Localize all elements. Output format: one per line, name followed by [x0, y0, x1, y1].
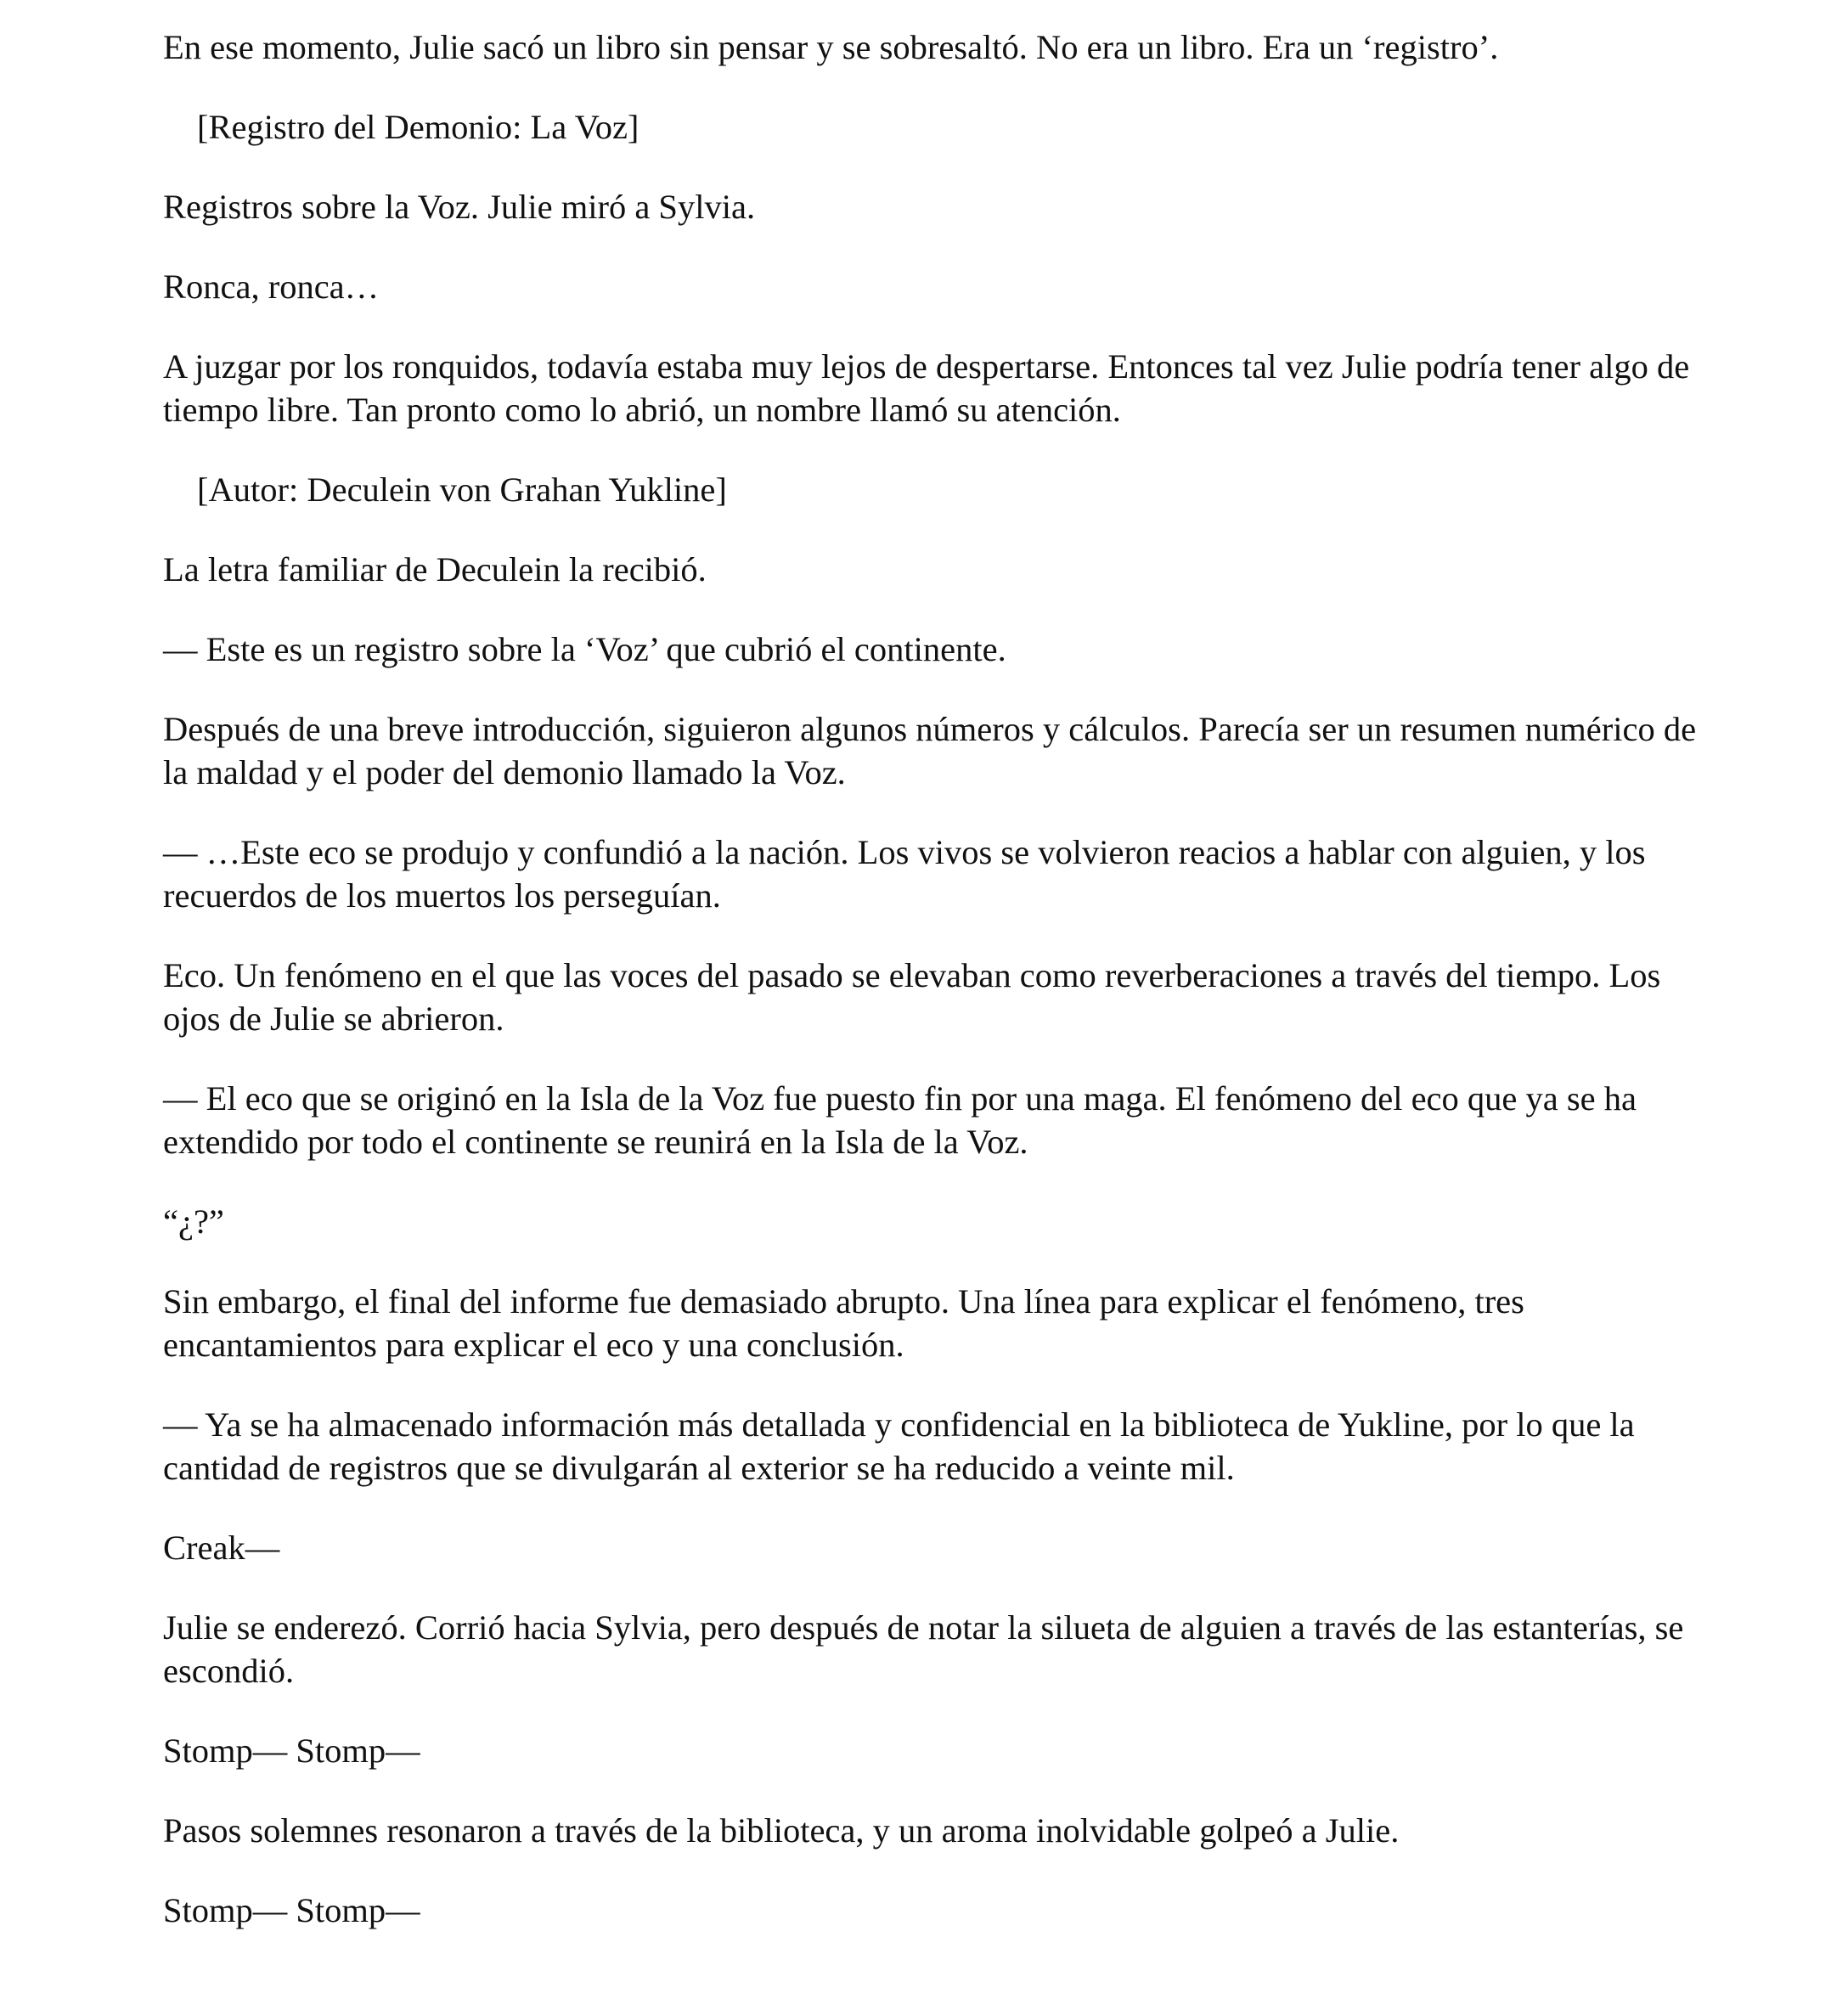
- paragraph: Ronca, ronca…: [163, 267, 380, 306]
- paragraph: Sin embargo, el final del informe fue demasiado abrupto. Una línea para explicar el fenómeno, tres encantamientos para explicar el eco y una conclusión.: [163, 1282, 1524, 1364]
- record-quote: — Este es un registro sobre la ‘Voz’ que cubrió el continente.: [163, 630, 1006, 668]
- paragraph: Pasos solemnes resonaron a través de la biblioteca, y un aroma inolvidable golpeó a Julie.: [163, 1811, 1400, 1850]
- record-author: [Autor: Deculein von Grahan Yukline]: [197, 470, 727, 509]
- record-title: [Registro del Demonio: La Voz]: [197, 108, 639, 146]
- paragraph: Stomp— Stomp—: [163, 1732, 420, 1770]
- paragraph: Stomp— Stomp—: [163, 1891, 420, 1929]
- paragraph: A juzgar por los ronquidos, todavía estaba muy lejos de despertarse. Entonces tal vez Julie podría tener algo de tiempo libre. Tan pronto como lo abrió, un nombre llamó su atención.: [163, 347, 1690, 429]
- paragraph: Creak—: [163, 1529, 280, 1567]
- paragraph: La letra familiar de Deculein la recibió.: [163, 550, 707, 588]
- paragraph: Registros sobre la Voz. Julie miró a Sylvia.: [163, 188, 756, 226]
- document-page: [163, 25, 1709, 1968]
- record-quote: — …Este eco se produjo y confundió a la nación. Los vivos se volvieron reacios a hablar con alguien, y los recuerdos de los muertos los perseguían.: [163, 833, 1646, 915]
- paragraph: Eco. Un fenómeno en el que las voces del pasado se elevaban como reverberaciones a través del tiempo. Los ojos de Julie se abrieron.: [163, 956, 1661, 1038]
- record-quote: — El eco que se originó en la Isla de la Voz fue puesto fin por una maga. El fenómeno del eco que ya se ha extendido por todo el continente se reunirá en la Isla de la Voz.: [163, 1079, 1637, 1161]
- paragraph: Después de una breve introducción, siguieron algunos números y cálculos. Parecía ser un resumen numérico de la maldad y el poder del demonio llamado la Voz.: [163, 710, 1697, 791]
- paragraph: En ese momento, Julie sacó un libro sin pensar y se sobresaltó. No era un libro. Era un ‘registro’.: [163, 28, 1499, 66]
- paragraph: Julie se enderezó. Corrió hacia Sylvia, pero después de notar la silueta de alguien a través de las estanterías, se escondió.: [163, 1608, 1684, 1690]
- record-quote: — Ya se ha almacenado información más detallada y confidencial en la biblioteca de Yukline, por lo que la cantidad de registros que se divulgarán al exterior se ha reducido a veinte mil.: [163, 1405, 1635, 1487]
- paragraph: “¿?”: [163, 1202, 224, 1241]
